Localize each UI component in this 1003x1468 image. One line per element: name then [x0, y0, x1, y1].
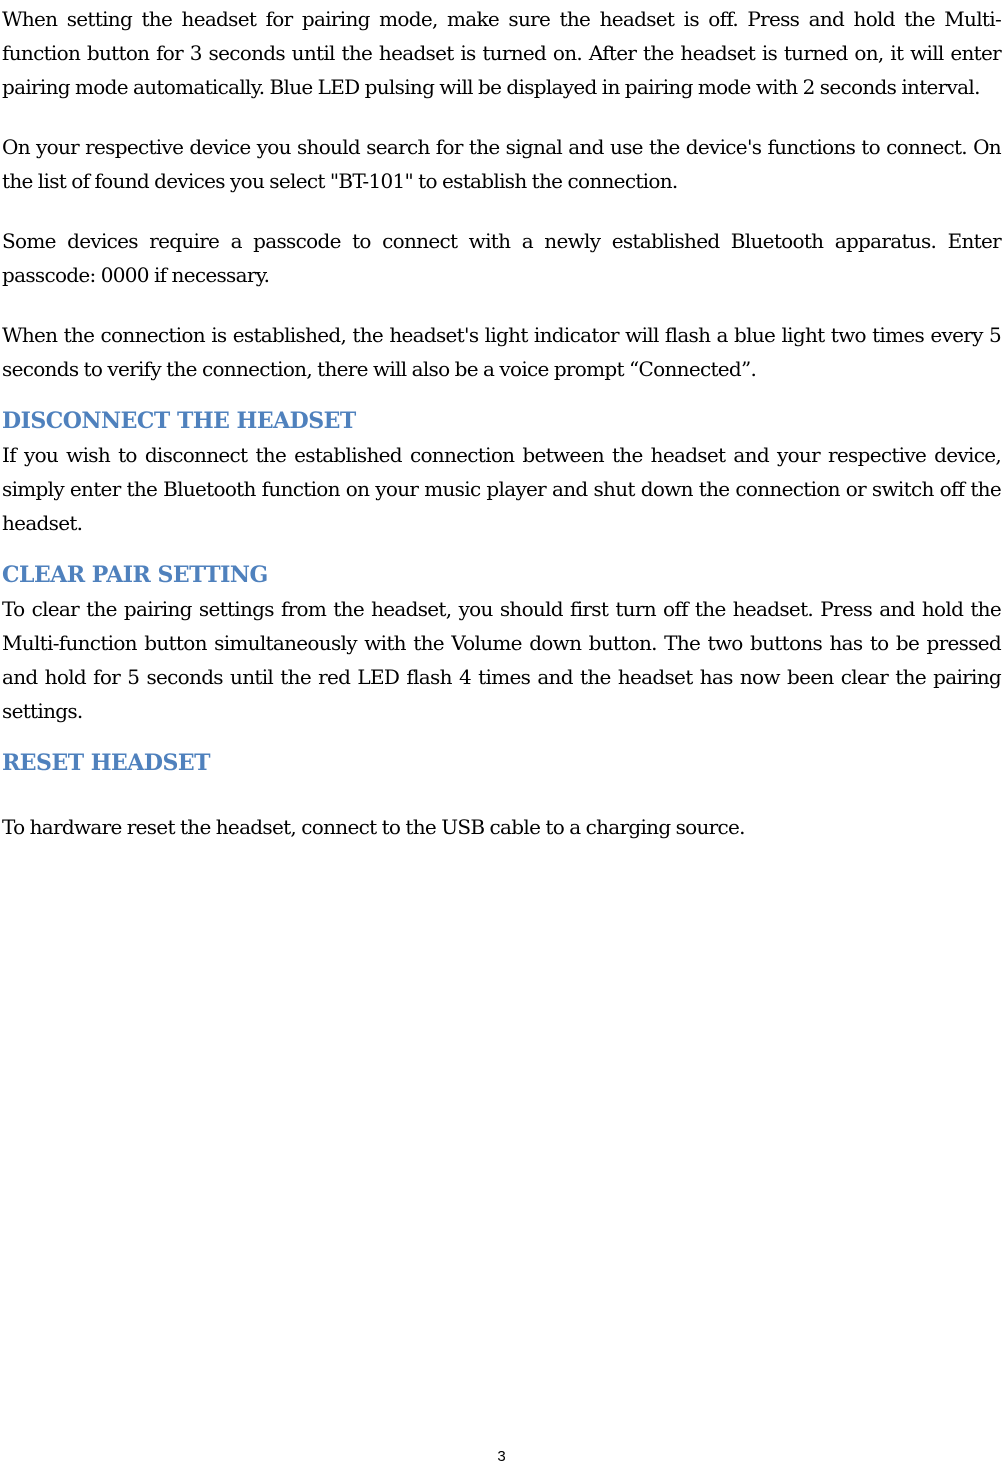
- page-number: 3: [497, 1448, 506, 1465]
- disconnect-heading: DISCONNECT THE HEADSET: [2, 408, 356, 434]
- clear-pair-paragraph: To clear the pairing settings from the headset, you should first turn off the headset. Press and hold the Multi-function button simultaneously with the Volume down button. The two buttons has to be pressed and hold for 5 seconds until the red LED flash 4 times and the headset has now been clear the pairing settings.: [2, 597, 1001, 723]
- clear-pair-heading: CLEAR PAIR SETTING: [2, 562, 268, 588]
- page-content: [2, 2, 1001, 870]
- search-signal-paragraph: On your respective device you should search for the signal and use the device's functions to connect. On the list of found devices you select "BT-101" to establish the connection.: [2, 135, 1001, 193]
- connection-established-paragraph: When the connection is established, the headset's light indicator will flash a blue light two times every 5 seconds to verify the connection, there will also be a voice prompt “Connected”.: [2, 323, 1001, 381]
- reset-paragraph: To hardware reset the headset, connect to the USB cable to a charging source.: [2, 815, 745, 839]
- pairing-mode-paragraph: When setting the headset for pairing mode, make sure the headset is off. Press and hold the Multi-function button for 3 seconds until the headset is turned on. After the headset is turned on, it will enter pairing mode automatically. Blue LED pulsing will be displayed in pairing mode with 2 seconds interval.: [2, 7, 1001, 99]
- passcode-paragraph: Some devices require a passcode to connect with a newly established Bluetooth apparatus. Enter passcode: 0000 if necessary.: [2, 229, 1001, 287]
- disconnect-paragraph: If you wish to disconnect the established connection between the headset and your respective device, simply enter the Bluetooth function on your music player and shut down the connection or switch off the headset.: [2, 443, 1001, 535]
- reset-heading: RESET HEADSET: [2, 750, 210, 776]
